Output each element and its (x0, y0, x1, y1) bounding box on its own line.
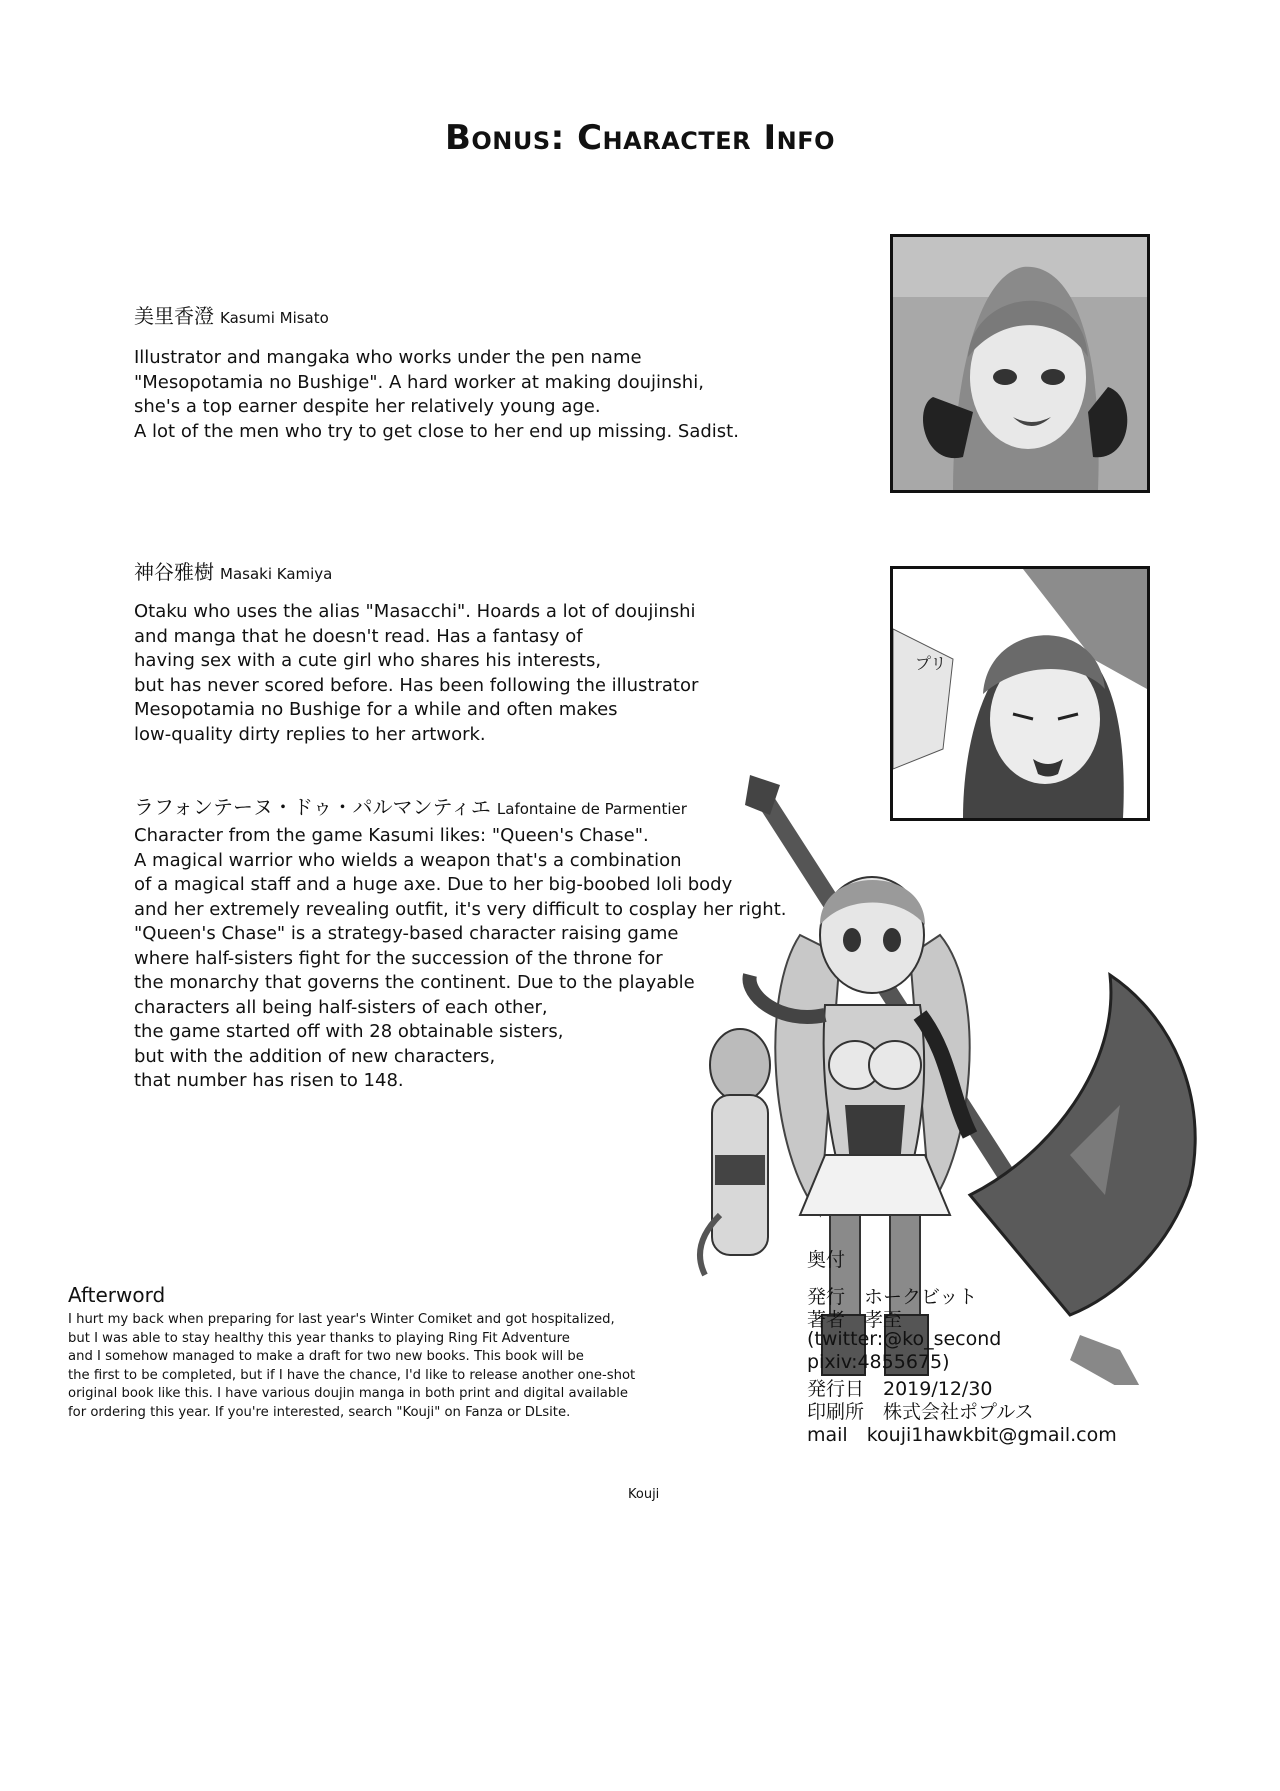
page-title: Bonus: Character Info (444, 118, 835, 158)
colophon-author: 著者 孝至 (807, 1309, 903, 1331)
character-description-masaki: Otaku who uses the alias "Masacchi". Hoards a lot of doujinshi and manga that he doesn't read. Has a fantasy of having sex with a cute girl who shares his interests, but has never scored before. Has been following the illustrator Mesopotamia no Bushige for a while and often makes low-quality dirty replies to her artwork. (134, 601, 699, 745)
character-name-romaji: Masaki Kamiya (220, 565, 333, 583)
colophon-publisher: 発行 ホークビット (807, 1286, 978, 1308)
portrait-kasumi (890, 234, 1150, 493)
character-name-romaji: Lafontaine de Parmentier (496, 800, 687, 818)
character-name-lafontaine (134, 791, 687, 820)
colophon-printer: 印刷所 株式会社ポプルス (807, 1401, 1034, 1423)
colophon-date: 発行日 2019/12/30 (807, 1378, 993, 1400)
character-name-masaki (134, 556, 332, 585)
character-name-jp: 神谷雅樹 (134, 560, 214, 584)
colophon-twitter: (twitter:@ko_second (807, 1328, 1002, 1350)
afterword-text: I hurt my back when preparing for last year's Winter Comiket and got hospitalized, but I was able to stay healthy this year thanks to playing Ring Fit Adventure and I somehow managed to make a draft for two new books. This book will be the first to be completed, but if I have the chance, I'd like to release another one-shot original book like this. I have various doujin manga in both print and digital available for ordering this year. If you're interested, search "Kouji" on Fanza or DLsite. (68, 1312, 636, 1420)
character-description-kasumi: Illustrator and mangaka who works under the pen name "Mesopotamia no Bushige". A hard worker at making doujinshi, she's a top earner despite her relatively young age. A lot of the men who try to get close to her end up missing. Sadist. (134, 347, 739, 442)
panel-sfx: プリ (915, 654, 947, 673)
character-name-jp: ラフォンテーヌ・ドゥ・パルマンティエ (134, 795, 491, 819)
colophon-heading: 奥付 (807, 1249, 846, 1271)
character-description-lafontaine: Character from the game Kasumi likes: "Queen's Chase". A magical warrior who wields a weapon that's a combination of a magical staff and a huge axe. Due to her big-boobed loli body and her extremely revealing outfit, it's very difficult to cosplay her right. "Queen's Chase" is a strategy-based character raising game where half-sisters fight for the succession of the throne for the monarchy that governs the continent. Due to the playable characters all being half-sisters of each other, the game started off with 28 obtainable sisters, but with the addition of new characters, that number has risen to 148. (134, 825, 787, 1091)
colophon-mail: mail kouji1hawkbit@gmail.com (807, 1424, 1117, 1446)
character-name-kasumi (134, 300, 329, 329)
character-name-romaji: Kasumi Misato (220, 309, 329, 327)
character-name-jp: 美里香澄 (134, 304, 214, 328)
afterword-heading: Afterword (68, 1283, 166, 1307)
colophon-pixiv: pixiv:4855675) (807, 1351, 950, 1373)
afterword-signature: Kouji (628, 1487, 660, 1502)
